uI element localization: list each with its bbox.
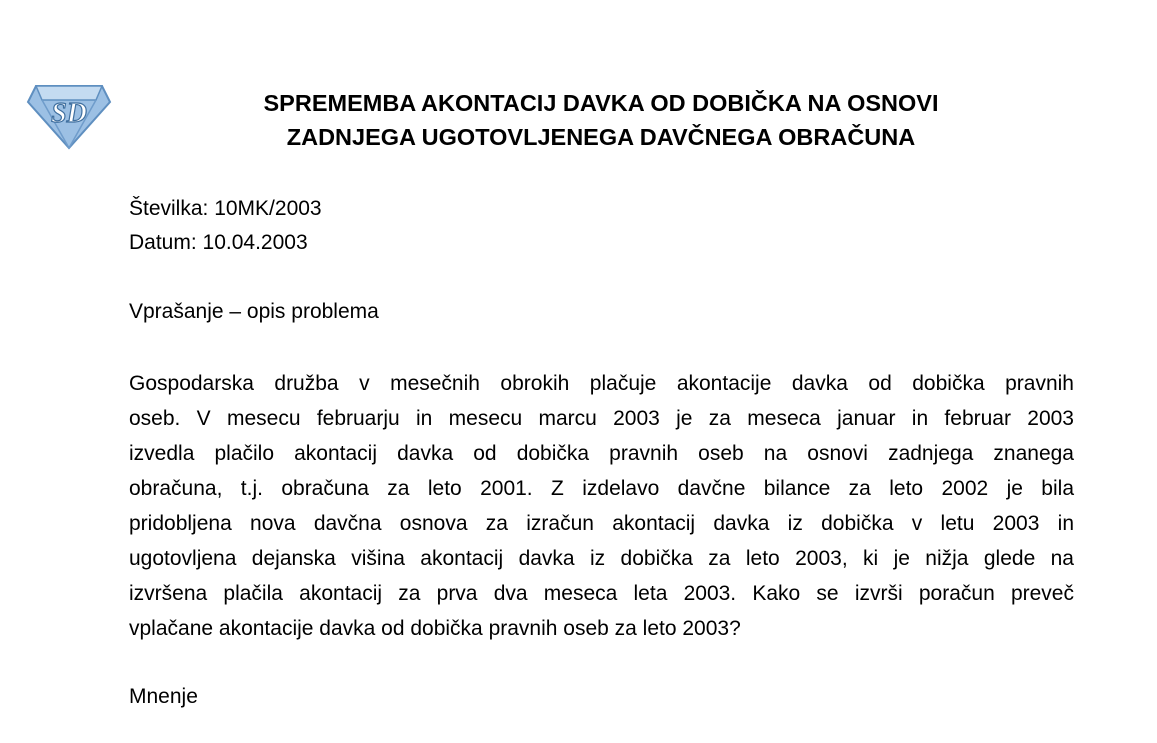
diamond-logo-icon xyxy=(26,78,112,150)
question-heading: Vprašanje – opis problema xyxy=(129,300,379,323)
body-line: izvedla plačilo akontacij davka od dobička pravnih oseb na osnovi zadnjega znanega xyxy=(129,442,1074,465)
title-line-2: ZADNJEGA UGOTOVLJENEGA DAVČNEGA OBRAČUNA xyxy=(286,124,916,150)
body-line: oseb. V mesecu februarju in mesecu marcu 2003 je za meseca januar in februar 2003 xyxy=(129,407,1074,430)
document-title xyxy=(128,86,1074,154)
logo-text: SD xyxy=(51,98,87,129)
document-date: Datum: 10.04.2003 xyxy=(129,231,308,254)
body-line: pridobljena nova davčna osnova za izračun akontacij davka iz dobička v letu 2003 in xyxy=(129,512,1074,535)
body-line: Gospodarska družba v mesečnih obrokih plačuje akontacije davka od dobička pravnih xyxy=(129,372,1074,395)
title-line-1: SPREMEMBA AKONTACIJ DAVKA OD DOBIČKA NA OSNOVI xyxy=(263,90,939,116)
question-body xyxy=(129,366,1074,646)
document-number: Številka: 10MK/2003 xyxy=(129,197,322,220)
body-line: obračuna, t.j. obračuna za leto 2001. Z izdelavo davčne bilance za leto 2002 je bila xyxy=(129,477,1074,500)
body-line: ugotovljena dejanska višina akontacij davka iz dobička za leto 2003, ki je nižja glede na xyxy=(129,547,1074,570)
document-meta xyxy=(129,192,322,260)
company-logo xyxy=(26,78,112,150)
opinion-heading: Mnenje xyxy=(129,685,198,708)
body-line: izvršena plačila akontacij za prva dva meseca leta 2003. Kako se izvrši poračun preveč xyxy=(129,582,1074,605)
body-line: vplačane akontacije davka od dobička pravnih oseb za leto 2003? xyxy=(129,617,741,640)
